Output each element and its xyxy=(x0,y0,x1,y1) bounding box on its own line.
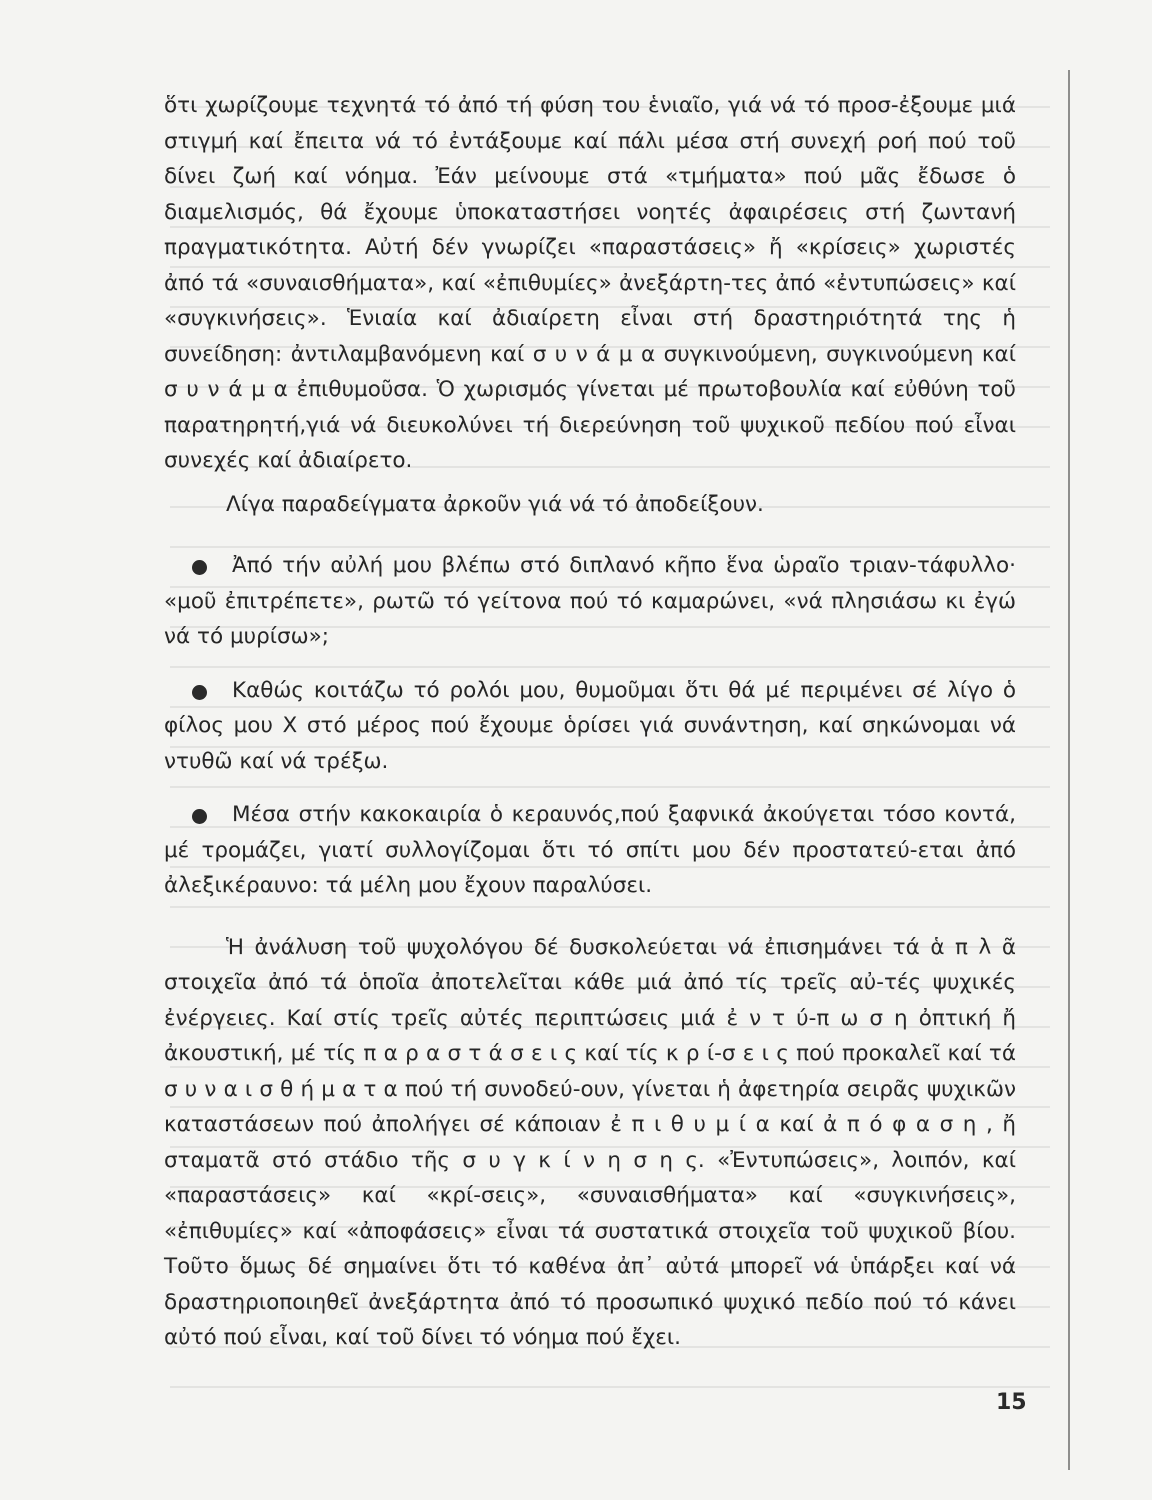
page-number: 15 xyxy=(996,1390,1027,1415)
page-edge-line xyxy=(1068,70,1070,1470)
paragraph-opening: ὅτι χωρίζουμε τεχνητά τό ἀπό τή φύση του ἑνιαῖο, γιά νά τό προσ-ἐξουμε μιά στιγμή καί ἔπειτα νά τό ἐντάξουμε καί πάλι μέσα στή συνεχή ροή πού τοῦ δίνει ζωή καί νόημα. Ἐάν μείνουμε στά «τμήματα» πού μᾶς ἔδωσε ὁ διαμελισμός, θά ἔχουμε ὑποκαταστήσει νοητές ἀφαιρέσεις στή ζωντανή πραγματικότητα. Αὐτή δέν γνωρίζει «παραστάσεις» ἤ «κρίσεις» χωριστές ἀπό τά «συναισθήματα», καί «ἐπιθυμίες» ἀνεξάρτη-τες ἀπό «ἐντυπώσεις» καί «συγκινήσεις». Ἑνιαία καί ἀδιαίρετη εἶναι στή δραστηριότητά της ἡ συνείδηση: ἀντιλαμβανόμενη καί σ υ ν ά μ α συγκινούμενη, συγκινούμενη καί σ υ ν ά μ α ἐπιθυμοῦσα. Ὁ χωρισμός γίνεται μέ πρωτοβουλία καί εὐθύνη τοῦ παρατηρητή,γιά νά διευκολύνει τή διερεύνηση τοῦ ψυχικοῦ πεδίου πού εἶναι συνεχές καί ἀδιαίρετο. xyxy=(164,93,1016,473)
paragraph-analysis: Ἡ ἀνάλυση τοῦ ψυχολόγου δέ δυσκολεύεται νά ἐπισημάνει τά ἁ π λ ᾶ στοιχεῖα ἀπό τά ὁποῖα ἀποτελεῖται κάθε μιά ἀπό τίς τρεῖς αὐ-τές ψυχικές ἐνέργειες. Καί στίς τρεῖς αὐτές περιπτώσεις μιά ἐ ν τ ύ-π ω σ η ὀπτική ἤ ἀκουστική, μέ τίς π α ρ α σ τ ά σ ε ι ς καί τίς κ ρ ί-σ ε ι ς πού προκαλεῖ καί τά σ υ ν α ι σ θ ή μ α τ α πού τή συνοδεύ-ουν, γίνεται ἡ ἀφετηρία σειρᾶς ψυχικῶν καταστάσεων πού ἀπολήγει σέ κάποιαν ἐ π ι θ υ μ ί α καί ἀ π ό φ α σ η , ἤ σταματᾶ στό στάδιο τῆς σ υ γ κ ί ν η σ η ς. «Ἐντυπώσεις», λοιπόν, καί «παραστάσεις» καί «κρί-σεις», «συναισθήματα» καί «συγκινήσεις», «ἐπιθυμίες» καί «ἀποφάσεις» εἶναι τά συστατικά στοιχεῖα τοῦ ψυχικοῦ βίου. Τοῦτο ὅμως δέ σημαίνει ὅτι τό καθένα ἀπ᾽ αὐτά μπορεῖ νά ὑπάρξει καί νά δραστηριοποιηθεῖ ἀνεξάρτητα ἀπό τό προσωπικό ψυχικό πεδίο πού τό κάνει αὐτό πού εἶναι, καί τοῦ δίνει τό νόημα πού ἔχει. xyxy=(164,934,1016,1350)
bullet-text: Ἀπό τήν αὐλή μου βλέπω στό διπλανό κῆπο ἕνα ὡραῖο τριαν-τάφυλλο· «μοῦ ἐπιτρέπετε», ρωτῶ τό γείτονα πού τό καμαρώνει, «νά πλησιάσω κι ἐγώ νά τό μυρίσω»; xyxy=(164,553,1016,649)
bullet-icon xyxy=(192,809,207,824)
bullet-item-thunder xyxy=(164,797,1016,904)
paragraph-examples-intro: Λίγα παραδείγματα ἀρκοῦν γιά νά τό ἀποδείξουν. xyxy=(226,491,764,517)
bullet-item-rose xyxy=(164,548,1016,655)
bullet-text: Μέσα στήν κακοκαιρία ὁ κεραυνός,πού ξαφνικά ἀκούγεται τόσο κοντά, μέ τρομάζει, γιατί συλλογίζομαι ὅτι τό σπίτι μου δέν προστατεύ-εται ἀπό ἀλεξικέραυνο: τά μέλη μου ἔχουν παραλύσει. xyxy=(164,802,1016,898)
bullet-item-clock xyxy=(164,673,1016,780)
bullet-text: Καθώς κοιτάζω τό ρολόι μου, θυμοῦμαι ὅτι θά μέ περιμένει σέ λίγο ὁ φίλος μου Χ στό μέρος πού ἔχουμε ὁρίσει γιά συνάντηση, καί σηκώνομαι νά ντυθῶ καί νά τρέξω. xyxy=(164,677,1016,774)
bullet-icon xyxy=(192,685,207,700)
page-body xyxy=(164,88,1016,1356)
bullet-icon xyxy=(192,560,207,575)
